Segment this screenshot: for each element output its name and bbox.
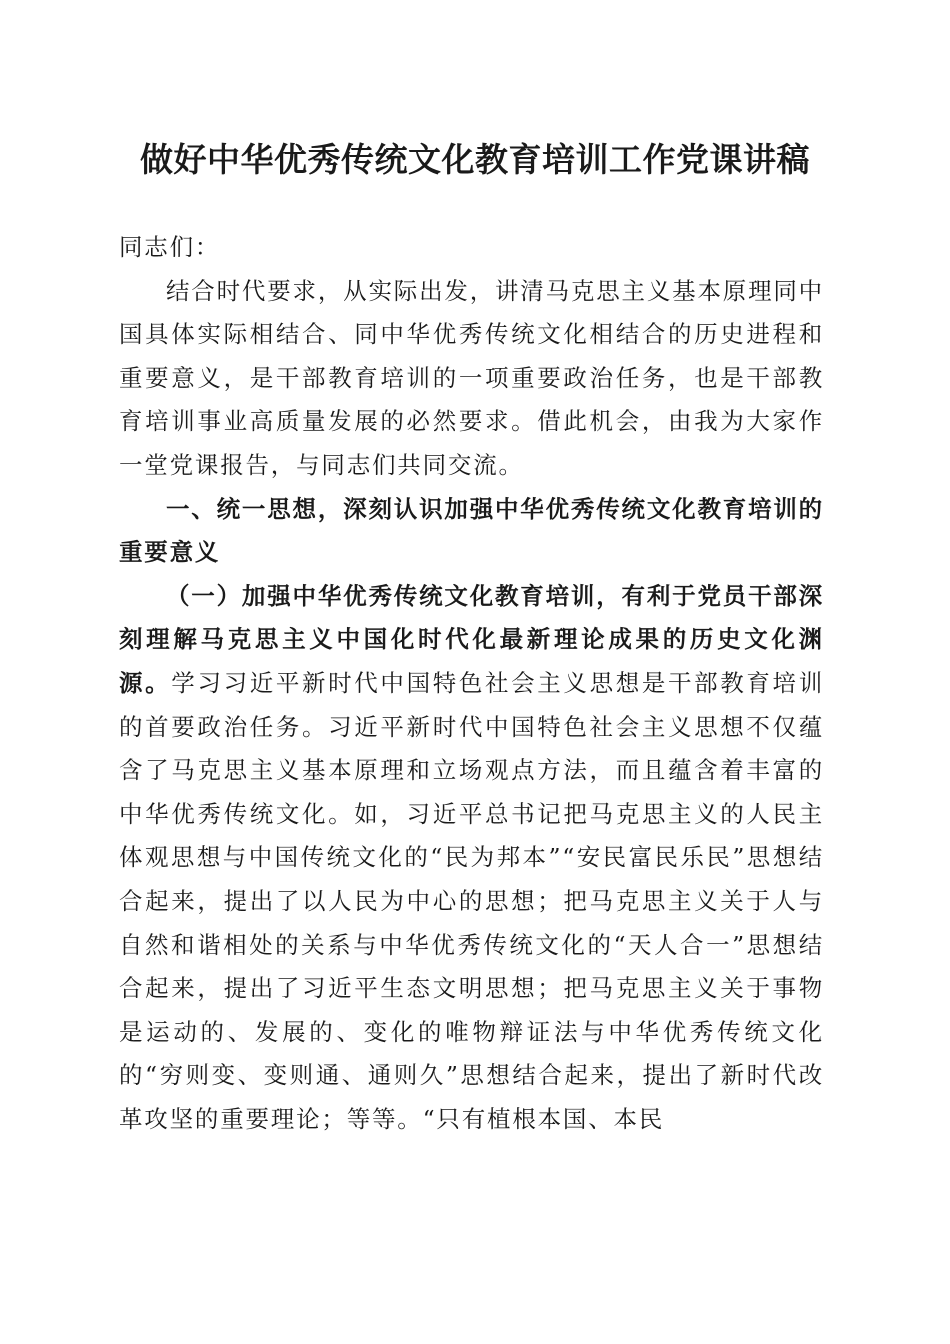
document-title: 做好中华优秀传统文化教育培训工作党课讲稿 bbox=[140, 140, 810, 179]
intro-paragraph: 结合时代要求，从实际出发，讲清马克思主义基本原理同中国具体实际相结合、同中华优秀传统文化相结合的历史进程和重要意义，是干部教育培训的一项重要政治任务，也是干部教育培训事业高质量发展的必然要求。借此机会，由我为大家作一堂党课报告，与同志们共同交流。 bbox=[119, 276, 824, 479]
document-body bbox=[119, 226, 824, 1141]
subsection-body: 学习习近平新时代中国特色社会主义思想是干部教育培训的首要政治任务。习近平新时代中国特色社会主义思想不仅蕴含了马克思主义基本原理和立场观点方法，而且蕴含着丰富的中华优秀传统文化。如，习近平总书记把马克思主义的人民主体观思想与中国传统文化的“民为邦本”“安民富民乐民”思想结合起来，提出了以人民为中心的思想；把马克思主义关于人与自然和谐相处的关系与中华优秀传统文化的“天人合一”思想结合起来，提出了习近平生态文明思想；把马克思主义关于事物是运动的、发展的、变化的唯物辩证法与中华优秀传统文化的“穷则变、变则通、通则久”思想结合起来，提出了新时代改革攻坚的重要理论；等等。“只有植根本国、本民 bbox=[119, 668, 825, 1133]
subsection-heading: （一）加强中华优秀传统文化教育培训，有利于党员干部深刻理解马克思主义中国化时代化最新理论成果的历史文化渊源。 bbox=[119, 581, 824, 697]
salutation: 同志们： bbox=[119, 233, 221, 261]
subsection-paragraph bbox=[119, 575, 824, 1142]
section-heading: 一、统一思想，深刻认识加强中华优秀传统文化教育培训的重要意义 bbox=[119, 494, 824, 567]
